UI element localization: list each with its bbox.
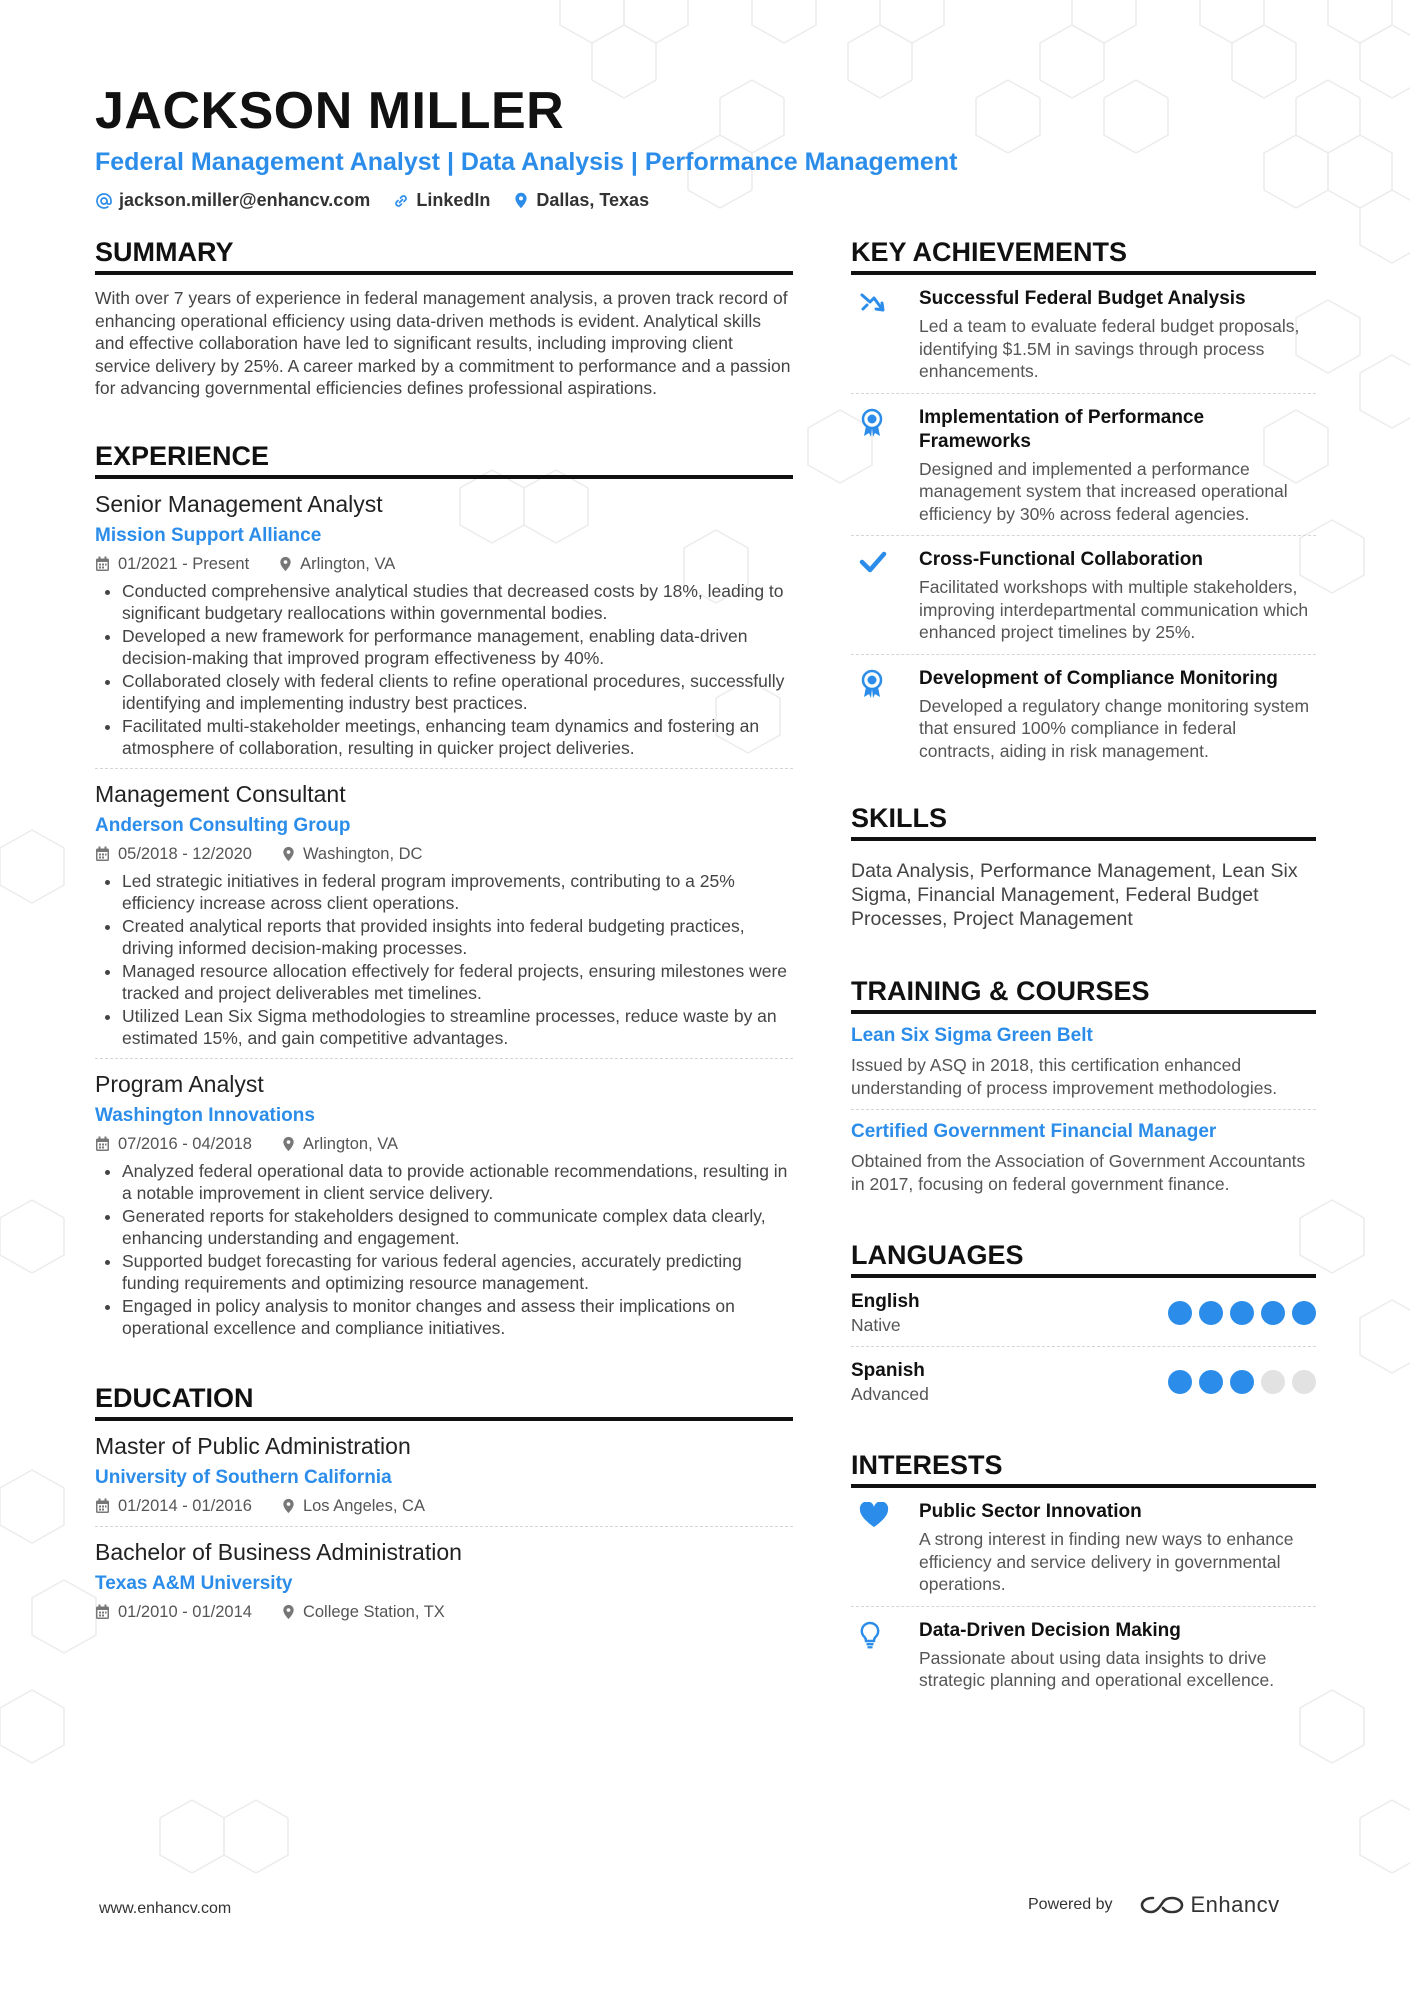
job-bullet: • Generated reports for stakeholders designed to communicate complex data clearly, enhancing understanding and engagement. (122, 1205, 793, 1250)
contact-email[interactable] (95, 190, 370, 211)
enhancv-logo[interactable] (1139, 1892, 1280, 1918)
job-meta (95, 552, 793, 576)
job-bullet: • Facilitated multi-stakeholder meetings, enhancing team dynamics and fostering an atmosphere of collaboration, resulting in quicker project deliveries. (122, 715, 793, 760)
education-location-text: Los Angeles, CA (302, 1496, 425, 1515)
location-pin-icon (282, 1498, 295, 1514)
interest-title: Data-Driven Decision Making (919, 1619, 1181, 1641)
contact-linkedin-text: LinkedIn (416, 190, 491, 210)
job-bullet: • Led strategic initiatives in federal program improvements, contributing to a 25% efficiency increase across client operations. (122, 870, 793, 915)
school-name: Texas A&M University (95, 1572, 293, 1594)
right-column (851, 236, 1316, 1702)
education-entry (95, 1527, 793, 1632)
achievement-desc: Developed a regulatory change monitoring system that ensured 100% compliance in federal contracts, aiding in risk management. (919, 695, 1310, 761)
achievement-item (851, 536, 1316, 655)
rating-dot-empty (1292, 1370, 1316, 1394)
contact-linkedin[interactable] (392, 190, 490, 211)
job-company: Anderson Consulting Group (95, 814, 351, 836)
interest-title: Public Sector Innovation (919, 1501, 1142, 1522)
job-location-text: Arlington, VA (300, 554, 396, 573)
job-location (282, 1132, 398, 1156)
calendar-icon (95, 556, 110, 572)
training-heading: TRAINING & COURSES (851, 975, 1316, 1014)
course-item (851, 1110, 1316, 1205)
job-bullets (95, 1160, 793, 1340)
achievement-item (851, 275, 1316, 394)
education-location-text: College Station, TX (302, 1602, 445, 1621)
skills-section (851, 802, 1316, 931)
powered-by-text: Powered by (1028, 1896, 1113, 1913)
contact-location (512, 190, 649, 211)
brand-name: Enhancv (1190, 1892, 1280, 1917)
achievement-desc: Led a team to evaluate federal budget proposals, identifying $1.5M in savings through process enhancements. (919, 316, 1300, 381)
contact-row (95, 190, 1315, 211)
heart-icon (859, 1502, 889, 1528)
summary-section (95, 236, 793, 400)
contact-email-text: jackson.miller@enhancv.com (119, 190, 371, 210)
job-bullet: • Analyzed federal operational data to provide actionable recommendations, resulting in a notable improvement in client service delivery. (122, 1160, 793, 1205)
resume-header (95, 80, 1315, 211)
education-dates-text: 01/2010 - 01/2014 (118, 1602, 252, 1621)
skills-text: Data Analysis, Performance Management, Lean Six Sigma, Financial Management, Federal Budget Processes, Project Management (851, 860, 1298, 930)
location-pin-icon (282, 1604, 295, 1620)
job-location-text: Arlington, VA (302, 1134, 399, 1153)
job-dates-text: 07/2016 - 04/2018 (118, 1134, 252, 1153)
languages-section (851, 1239, 1316, 1415)
achievement-title: Development of Compliance Monitoring (919, 667, 1278, 689)
job-bullet: • Conducted comprehensive analytical studies that decreased costs by 18%, leading to significant budgetary reallocations within governmental bodies. (122, 580, 793, 625)
calendar-icon (95, 1604, 110, 1620)
rating-dot-filled (1292, 1301, 1316, 1325)
enhancv-logo-icon (1139, 1893, 1185, 1917)
job-dates (95, 552, 249, 576)
interest-desc: Passionate about using data insights to drive strategic planning and operational excellence. (919, 1647, 1275, 1690)
experience-entry (95, 479, 793, 769)
degree-name: Bachelor of Business Administration (95, 1538, 462, 1565)
education-entry (95, 1421, 793, 1527)
rating-dot-filled (1199, 1301, 1223, 1325)
education-section (95, 1382, 793, 1632)
education-dates-text: 01/2014 - 01/2016 (118, 1496, 252, 1515)
education-meta (95, 1494, 793, 1518)
school-name: University of Southern California (95, 1466, 392, 1488)
achievements-section (851, 236, 1316, 772)
achievement-title: Cross-Functional Collaboration (919, 549, 1203, 570)
rating-dot-filled (1230, 1301, 1254, 1325)
award-ribbon-icon (859, 669, 885, 699)
languages-heading: LANGUAGES (851, 1239, 1316, 1278)
language-name: English (851, 1291, 920, 1312)
rating-dot-filled (1230, 1370, 1254, 1394)
job-bullet: • Created analytical reports that provided insights into federal budgeting practices, driving informed decision-making processes. (122, 915, 793, 960)
course-item (851, 1014, 1316, 1110)
skills-heading: SKILLS (851, 802, 1316, 841)
language-rating (1161, 1301, 1316, 1325)
job-dates (95, 842, 252, 866)
course-desc: Issued by ASQ in 2018, this certification enhanced understanding of process improvement methodologies. (851, 1055, 1278, 1098)
achievements-heading: KEY ACHIEVEMENTS (851, 236, 1316, 275)
job-bullet: • Utilized Lean Six Sigma methodologies to streamline processes, reduce waste by an estimated 15%, and gain competitive advantages. (122, 1005, 793, 1050)
location-pin-icon (282, 846, 295, 862)
rating-dot-filled (1261, 1301, 1285, 1325)
education-location (282, 1600, 445, 1624)
rating-dot-filled (1168, 1301, 1192, 1325)
job-bullets (95, 580, 793, 760)
award-ribbon-icon (859, 408, 885, 438)
job-bullet: • Developed a new framework for performance management, enabling data-driven decision-making that improved program effectiveness by 40%. (122, 625, 793, 670)
interests-section (851, 1449, 1316, 1702)
at-sign-icon (95, 192, 113, 210)
job-bullet: • Managed resource allocation effectively for federal projects, ensuring milestones were tracked and project deliverables met timelines. (122, 960, 793, 1005)
language-item (851, 1347, 1316, 1415)
achievement-title: Successful Federal Budget Analysis (919, 288, 1246, 309)
achievement-item (851, 655, 1316, 773)
calendar-icon (95, 1498, 110, 1514)
job-dates-text: 01/2021 - Present (118, 554, 250, 573)
summary-text: With over 7 years of experience in federal management analysis, a proven track record of enhancing operational efficiency using data-driven methods is evident. Analytical skills and effective collaboration have led to significant results, including improving client service delivery by 25%. A career marked by a commitment to performance and a passion for advancing governmental efficiencies defines professional aspirations. (95, 288, 791, 398)
job-role: Program Analyst (95, 1070, 264, 1097)
calendar-icon (95, 1136, 110, 1152)
achievement-item (851, 394, 1316, 537)
education-dates (95, 1600, 252, 1624)
language-level: Native (851, 1315, 901, 1335)
checkmark-icon (859, 550, 887, 574)
language-name: Spanish (851, 1360, 925, 1381)
language-rating (1161, 1370, 1316, 1394)
achievement-desc: Designed and implemented a performance management system that increased operational efficiency by 30% across federal agencies. (919, 458, 1288, 524)
experience-section (95, 440, 793, 1348)
job-company: Washington Innovations (95, 1104, 315, 1126)
course-title: Lean Six Sigma Green Belt (851, 1025, 1093, 1046)
course-desc: Obtained from the Association of Government Accountants in 2017, focusing on federal government finance. (851, 1151, 1306, 1194)
education-dates (95, 1494, 252, 1518)
rating-dot-empty (1261, 1370, 1285, 1394)
training-section (851, 975, 1316, 1205)
candidate-title: Federal Management Analyst | Data Analysis | Performance Management (95, 148, 958, 176)
summary-heading: SUMMARY (95, 236, 793, 275)
contact-location-text: Dallas, Texas (536, 190, 650, 210)
degree-name: Master of Public Administration (95, 1432, 411, 1459)
job-meta (95, 1132, 793, 1156)
experience-entry (95, 769, 793, 1059)
job-role: Senior Management Analyst (95, 490, 383, 517)
calendar-icon (95, 846, 110, 862)
job-location (279, 552, 395, 576)
course-title: Certified Government Financial Manager (851, 1121, 1217, 1142)
job-bullet: • Supported budget forecasting for various federal agencies, accurately predicting funding requirements and optimizing resource management. (122, 1250, 793, 1295)
job-role: Management Consultant (95, 780, 346, 807)
rating-dot-filled (1168, 1370, 1192, 1394)
education-heading: EDUCATION (95, 1382, 793, 1421)
interest-item (851, 1488, 1316, 1607)
experience-heading: EXPERIENCE (95, 440, 793, 479)
achievement-desc: Facilitated workshops with multiple stakeholders, improving interdepartmental communication which enhanced project timelines by 25%. (919, 577, 1309, 642)
job-bullet: • Collaborated closely with federal clients to refine operational procedures, successfully identifying and implementing industry best practices. (122, 670, 793, 715)
candidate-name: JACKSON MILLER (95, 82, 565, 140)
footer-website[interactable]: www.enhancv.com (99, 1900, 232, 1917)
location-pin-icon (279, 556, 292, 572)
link-icon (392, 192, 410, 210)
footer-branding (1028, 1892, 1280, 1918)
location-pin-icon (282, 1136, 295, 1152)
lightbulb-icon (859, 1621, 881, 1649)
rating-dot-filled (1199, 1370, 1223, 1394)
job-meta (95, 842, 793, 866)
job-dates (95, 1132, 252, 1156)
interest-item (851, 1607, 1316, 1702)
job-location-text: Washington, DC (302, 844, 423, 863)
language-item (851, 1278, 1316, 1347)
growth-arrow-icon (859, 289, 887, 315)
education-meta (95, 1600, 793, 1624)
experience-entry (95, 1059, 793, 1348)
job-location (282, 842, 423, 866)
left-column (95, 236, 793, 1632)
location-pin-icon (512, 192, 530, 210)
interest-desc: A strong interest in finding new ways to enhance efficiency and service delivery in governmental operations. (919, 1529, 1294, 1594)
job-company: Mission Support Alliance (95, 524, 322, 546)
education-location (282, 1494, 425, 1518)
language-level: Advanced (851, 1384, 929, 1404)
job-dates-text: 05/2018 - 12/2020 (118, 844, 252, 863)
interests-heading: INTERESTS (851, 1449, 1316, 1488)
job-bullets (95, 870, 793, 1050)
achievement-title: Implementation of Performance Frameworks (919, 406, 1205, 452)
job-bullet: • Engaged in policy analysis to monitor changes and assess their implications on operational excellence and compliance initiatives. (122, 1295, 793, 1340)
